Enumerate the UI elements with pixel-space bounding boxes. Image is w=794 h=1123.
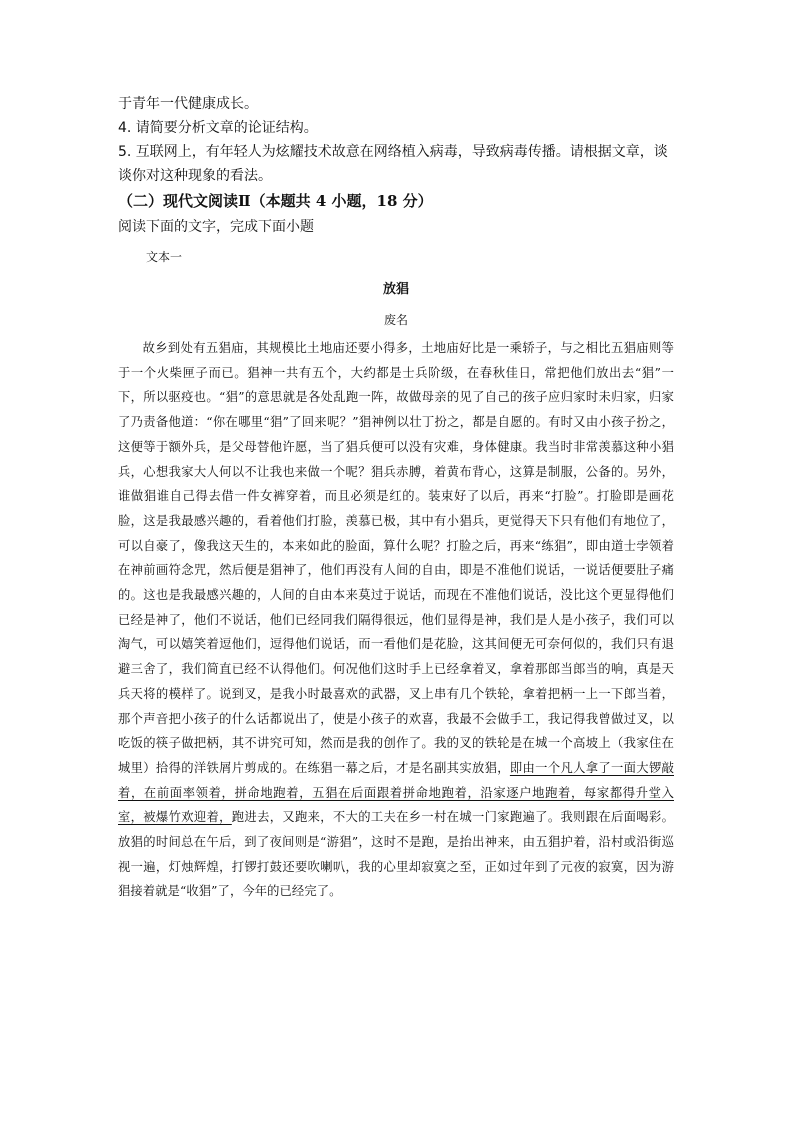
question-4: 4. 请简要分析文章的论证结构。 [118, 120, 318, 136]
text-label: 文本一 [146, 250, 183, 264]
section-heading: （二）现代文阅读Ⅱ（本题共 4 小题，18 分） [118, 192, 433, 210]
article-part-2: 跑进去，又跑来，不大的工夫在乡一村在城一门家跑遍了。我则跟在后面喝彩。放猖的时间总在午后，到了夜间则是“游猖”，这时不是跑，是抬出神来，由五猖护着，沿村或沿街巡视一遍，灯烛辉煌，打锣打鼓还要吹喇叭，我的心里却寂寞之至，正如过年到了元夜的寂寞，因为游猖接着就是“收猖”了，今年的已经完了。 [118, 810, 674, 899]
article-body [118, 336, 674, 904]
article-part-1: 故乡到处有五猖庙，其规模比土地庙还要小得多，土地庙好比是一乘轿子，与之相比五猖庙则等于一个火柴匣子而已。猖神一共有五个，大约都是士兵阶级，在春秋佳日，常把他们放出去“猖”一下，所以驱疫也。“猖”的意思就是各处乱跑一阵，故做母亲的见了自己的孩子应归家时未归家，归家了乃责备他道：“你在哪里“猖”了回来呢？”猖神例以壮丁扮之，都是自愿的。有时又由小孩子扮之，这便等于额外兵，是父母替他许愿，当了猖兵便可以没有灾难，身体健康。我当时非常羡慕这种小猖兵，心想我家大人何以不让我也来做一个呢？猖兵赤膊，着黄布背心，这算是制服，公备的。另外，谁做猖谁自己得去借一件女裤穿着，而且必须是红的。装束好了以后，再来“打脸”。打脸即是画花脸，这是我最感兴趣的，看着他们打脸，羡慕已极，其中有小猖兵，更觉得天下只有他们有地位了，可以自豪了，像我这天生的，本来如此的脸面，算什么呢？打脸之后，再来“练猖”，即由道士孛领着在神前画符念咒，然后便是猖神了，他们再没有人间的自由，即是不准他们说话，一说话便要肚子痛的。这也是我最感兴趣的，人间的自由本来莫过于说话，而现在不准他们说话，没比这个更显得他们已经是神了，他们不说话，他们已经同我们隔得很远，他们显得是神，我们是人是小孩子，我们可以淘气，可以嬉笑着逗他们，逗得他们说话，而一看他们是花脸，这其间便无可奈何似的，我们只有退避三舍了，我们简直已经不认得他们。何况他们这时手上已经拿着叉，拿着那郎当郎当的响，真是天兵天将的模样了。说到叉，是我小时最喜欢的武器，叉上串有几个铁轮，拿着把柄一上一下郎当着，那个声音把小孩子的什么话都说出了，使是小孩子的欢喜，我最不会做手工，我记得我曾做过叉，以吃饭的筷子做把柄，其不讲究可知，然而是我的创作了。我的叉的铁轮是在城一个高坡上（我家住在城里）拾得的洋铁屑片剪成的。在练猖一幕之后，才是名副其实放猖， [118, 341, 674, 775]
article-author: 废名 [383, 313, 408, 327]
article-title: 放猖 [382, 282, 409, 297]
article-underlined-passage: 即由一个凡人拿了一面大锣敲着，在前面率领着，拼命地跑着，五猖在后面跟着拼命地跑着，沿家逐户地跑着，每家都得升堂入室，被爆竹欢迎着， [118, 760, 674, 825]
document-page [118, 92, 674, 904]
reading-instruction: 阅读下面的文字，完成下面小题 [118, 219, 314, 235]
question-5: 5. 互联网上，有年轻人为炫耀技术故意在网络植入病毒，导致病毒传播。请根据文章，谈谈你对这种现象的看法。 [118, 144, 668, 184]
question-3-tail: 于青年一代健康成长。 [118, 96, 258, 112]
